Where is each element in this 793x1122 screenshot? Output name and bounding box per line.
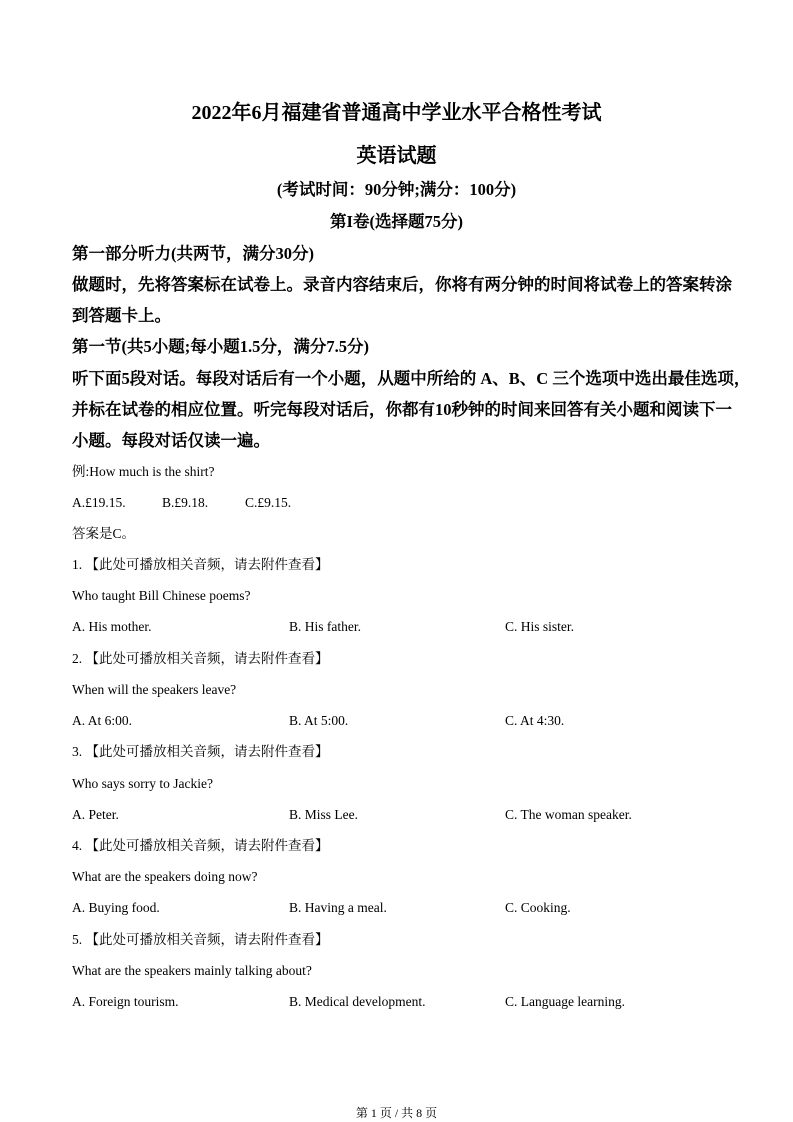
audio-placeholder-link[interactable]: 5. 【此处可播放相关音频，请去附件查看】 <box>72 932 329 947</box>
question-options <box>72 612 733 642</box>
exam-subtitle: 英语试题 <box>356 145 437 167</box>
part1-heading: 第一部分听力(共两节，满分30分) <box>72 244 314 263</box>
option-c: C. Cooking. <box>505 900 571 915</box>
section1-instructions-line: 小题。每段对话仅读一遍。 <box>72 431 270 450</box>
example-option-c: C.£9.15. <box>245 495 292 510</box>
option-a: A. Buying food. <box>72 900 160 915</box>
exam-info: (考试时间：90分钟;满分：100分) <box>276 180 517 199</box>
question-text: When will the speakers leave? <box>72 682 237 697</box>
option-b: B. His father. <box>289 619 361 634</box>
section1-instructions-line: 并标在试卷的相应位置。听完每段对话后，你都有10秒钟的时间来回答有关小题和阅读下一 <box>72 400 732 419</box>
question-options <box>72 987 733 1017</box>
example-options <box>72 488 733 518</box>
option-b: B. Medical development. <box>289 994 426 1009</box>
example-answer: 答案是C。 <box>72 526 136 541</box>
question-text: Who taught Bill Chinese poems? <box>72 588 251 603</box>
option-a: A. Peter. <box>72 807 119 822</box>
option-b: B. Miss Lee. <box>289 807 358 822</box>
option-a: A. At 6:00. <box>72 713 133 728</box>
option-a: A. Foreign tourism. <box>72 994 179 1009</box>
question-text: What are the speakers mainly talking about? <box>72 963 312 978</box>
page-number: 第 1 页 / 共 8 页 <box>355 1106 438 1120</box>
example-option-a: A.£19.15. <box>72 495 126 510</box>
example-option-b: B.£9.18. <box>162 495 209 510</box>
option-b: B. At 5:00. <box>289 713 349 728</box>
question-text: Who says sorry to Jackie? <box>72 776 213 791</box>
question-options <box>72 893 733 923</box>
option-a: A. His mother. <box>72 619 152 634</box>
option-c: C. His sister. <box>505 619 575 634</box>
part1-instructions-line: 到答题卡上。 <box>72 306 171 325</box>
option-b: B. Having a meal. <box>289 900 387 915</box>
section1-heading: 第一节(共5小题;每小题1.5分，满分7.5分) <box>72 337 369 356</box>
volume-heading: 第I卷(选择题75分) <box>330 212 463 231</box>
option-c: C. The woman speaker. <box>505 807 632 822</box>
audio-placeholder-link[interactable]: 3. 【此处可播放相关音频，请去附件查看】 <box>72 744 329 759</box>
option-c: C. Language learning. <box>505 994 625 1009</box>
option-c: C. At 4:30. <box>505 713 565 728</box>
audio-placeholder-link[interactable]: 1. 【此处可播放相关音频，请去附件查看】 <box>72 557 329 572</box>
question-options <box>72 706 733 736</box>
exam-title: 2022年6月福建省普通高中学业水平合格性考试 <box>191 102 602 124</box>
section1-instructions-line: 听下面5段对话。每段对话后有一个小题，从题中所给的 A、B、C 三个选项中选出最佳选项， <box>72 369 751 388</box>
audio-placeholder-link[interactable]: 2. 【此处可播放相关音频，请去附件查看】 <box>72 651 329 666</box>
example-question: 例:How much is the shirt? <box>72 464 215 479</box>
audio-placeholder-link[interactable]: 4. 【此处可播放相关音频，请去附件查看】 <box>72 838 329 853</box>
question-options <box>72 800 733 830</box>
question-text: What are the speakers doing now? <box>72 869 258 884</box>
part1-instructions-line: 做题时，先将答案标在试卷上。录音内容结束后，你将有两分钟的时间将试卷上的答案转涂 <box>72 275 732 294</box>
